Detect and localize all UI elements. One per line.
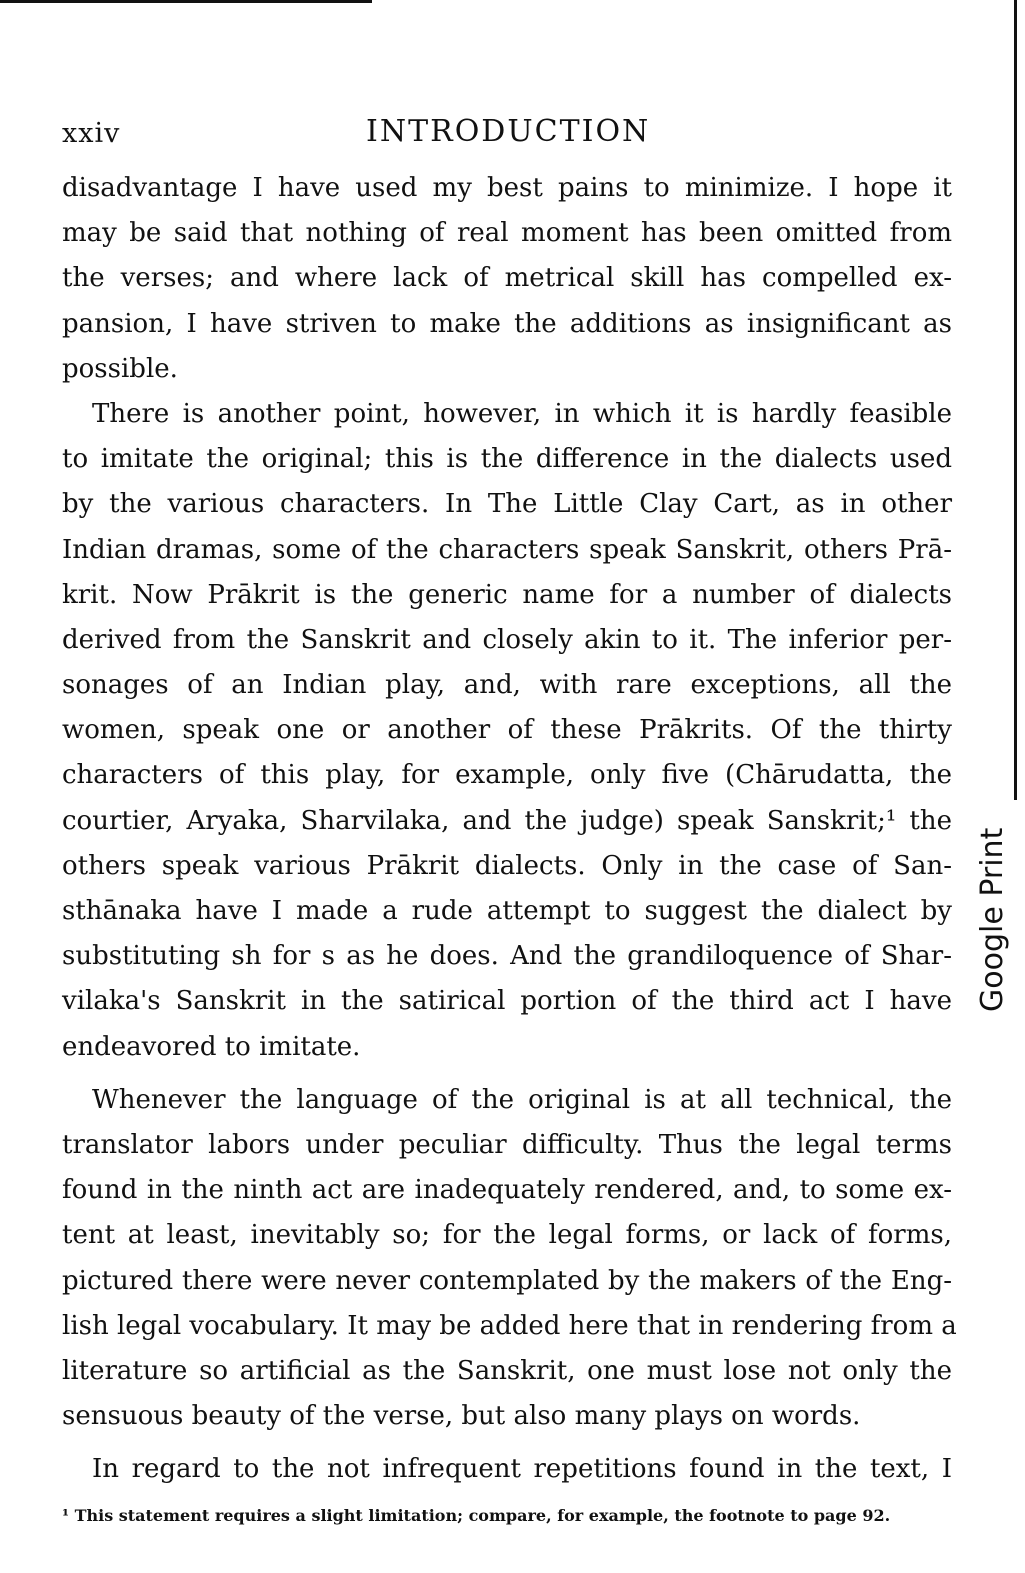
text-line: by the various characters. In The Little Clay Cart, as in other [62, 489, 952, 520]
page-number: xxiv [62, 118, 121, 149]
paragraph-gap [62, 1439, 952, 1447]
text-line: derived from the Sanskrit and closely akin to it. The inferior per- [62, 624, 952, 655]
running-head: INTRODUCTION [366, 114, 651, 149]
text-line: lish legal vocabulary. It may be added here that in rendering from a [62, 1310, 957, 1341]
text-line: found in the ninth act are inadequately rendered, and, to some ex- [62, 1175, 952, 1206]
text-line: courtier, Aryaka, Sharvilaka, and the judge) speak Sanskrit;¹ the [62, 805, 952, 836]
google-print-watermark [972, 814, 1012, 1014]
text-line: translator labors under peculiar difficulty. Thus the legal terms [62, 1129, 952, 1160]
paragraph-gap [62, 1070, 952, 1078]
text-line: may be said that nothing of real moment has been omitted from [62, 218, 952, 249]
text-line: the verses; and where lack of metrical skill has compelled ex- [62, 263, 952, 294]
text-line: literature so artificial as the Sanskrit, one must lose not only the [62, 1355, 952, 1386]
text-line: to imitate the original; this is the difference in the dialects used [62, 444, 952, 475]
text-line: sonages of an Indian play, and, with rare exceptions, all the [62, 670, 952, 701]
text-line: In regard to the not infrequent repetitions found in the text, I [92, 1454, 952, 1485]
watermark-label: Google Print [975, 827, 1010, 1012]
text-line: krit. Now Prākrit is the generic name for a number of dialects [62, 579, 952, 610]
text-line: Indian dramas, some of the characters speak Sanskrit, others Prā- [62, 534, 952, 565]
right-scan-rule [1014, 0, 1017, 800]
text-line: women, speak one or another of these Prākrits. Of the thirty [62, 715, 952, 746]
text-line: others speak various Prākrit dialects. Only in the case of San- [62, 850, 952, 881]
text-line: pansion, I have striven to make the additions as insignificant as [62, 308, 952, 339]
footnote: ¹ This statement requires a slight limitation; compare, for example, the footnote to page 92. [62, 1506, 891, 1525]
text-line: possible. [62, 353, 178, 384]
text-line: sensuous beauty of the verse, but also many plays on words. [62, 1401, 861, 1432]
page-header [62, 114, 952, 154]
text-line: characters of this play, for example, only five (Chārudatta, the [62, 760, 952, 791]
text-line: pictured there were never contemplated by the makers of the Eng- [62, 1265, 952, 1296]
body-text [62, 166, 957, 1492]
top-scan-rule [0, 0, 372, 3]
text-line: sthānaka have I made a rude attempt to suggest the dialect by [62, 896, 952, 926]
text-line: tent at least, inevitably so; for the legal forms, or lack of forms, [62, 1220, 952, 1251]
text-line: disadvantage I have used my best pains to minimize. I hope it [62, 173, 952, 203]
text-line: Whenever the language of the original is at all technical, the [92, 1084, 952, 1115]
text-line: There is another point, however, in which it is hardly feasible [92, 398, 952, 429]
text-line: endeavored to imitate. [62, 1031, 361, 1062]
text-line: vilaka's Sanskrit in the satirical portion of the third act I have [62, 986, 952, 1017]
watermark-text-svg [972, 814, 1012, 1014]
text-line: substituting sh for s as he does. And the grandiloquence of Shar- [62, 941, 952, 972]
